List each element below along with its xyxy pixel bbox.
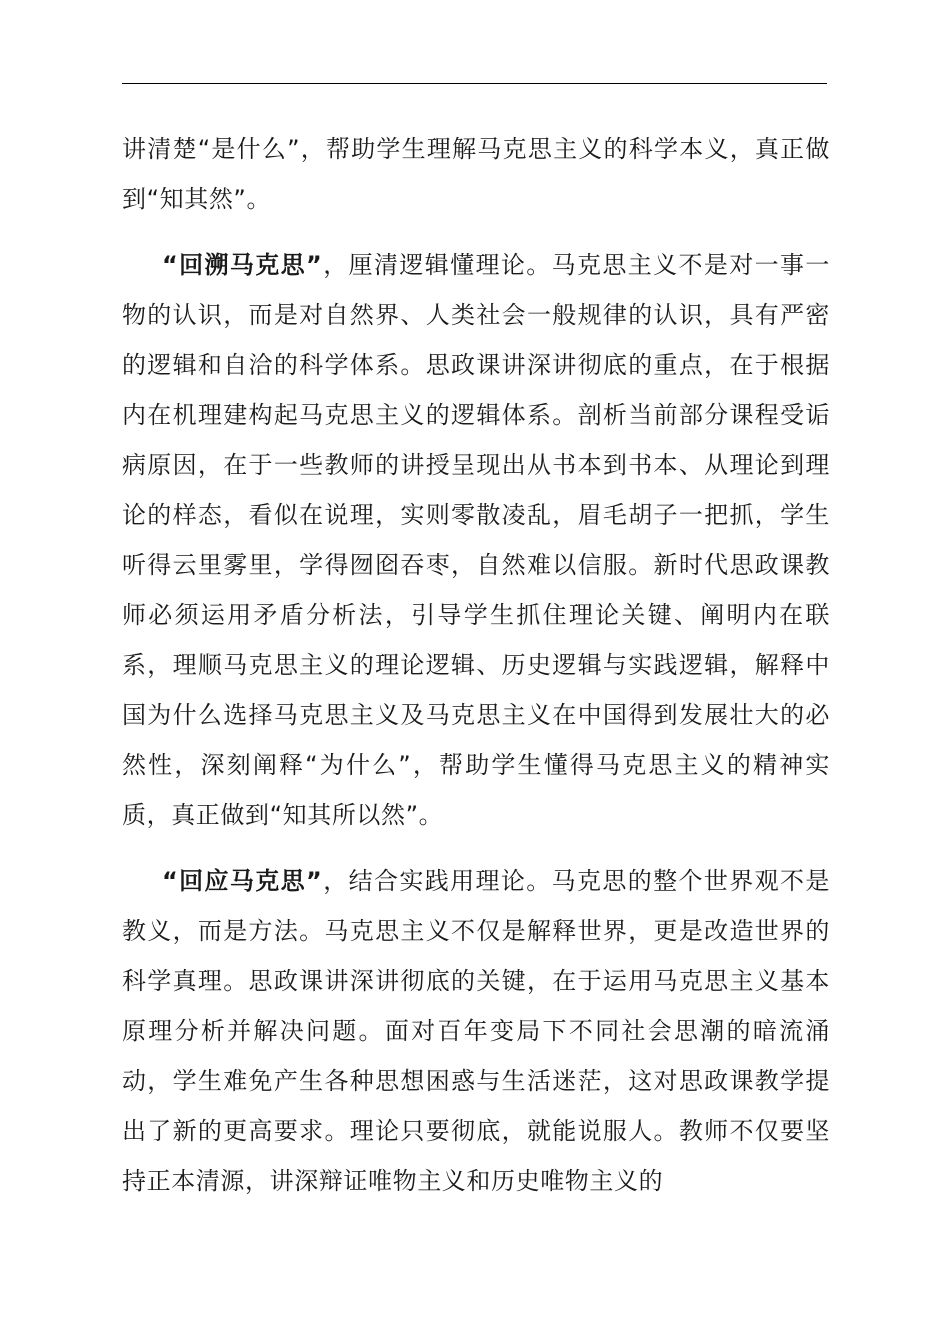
paragraph-continuation — [122, 124, 830, 224]
paragraph-text: ，结合实践用理论。马克思的整个世界观不是教义，而是方法。马克思主义不仅是解释世界，更是改造世界的科学真理。思政课讲深讲彻底的关键，在于运用马克思主义基本原理分析并解决问题。面对百年变局下不同社会思潮的暗流涌动，学生难免产生各种思想困惑与生活迷茫，这对思政课教学提出了新的更高要求。理论只要彻底，就能说服人。教师不仅要坚持正本清源，讲深辩证唯物主义和历史唯物主义的 — [122, 867, 830, 1195]
paragraph-lead-heading: “回应马克思” — [162, 867, 323, 895]
document-body — [122, 124, 830, 1206]
paragraph-text: 讲清楚“是什么”，帮助学生理解马克思主义的科学本义，真正做到“知其然”。 — [122, 135, 830, 213]
paragraph-retrace-marx — [122, 240, 830, 840]
paragraph-respond-marx — [122, 856, 830, 1206]
paragraph-lead-heading: “回溯马克思” — [162, 251, 323, 279]
header-rule — [122, 83, 827, 84]
paragraph-text: ，厘清逻辑懂理论。马克思主义不是对一事一物的认识，而是对自然界、人类社会一般规律的认识，具有严密的逻辑和自洽的科学体系。思政课讲深讲彻底的重点，在于根据内在机理建构起马克思主义的逻辑体系。剖析当前部分课程受诟病原因，在于一些教师的讲授呈现出从书本到书本、从理论到理论的样态，看似在说理，实则零散凌乱，眉毛胡子一把抓，学生听得云里雾里，学得囫囵吞枣，自然难以信服。新时代思政课教师必须运用矛盾分析法，引导学生抓住理论关键、阐明内在联系，理顺马克思主义的理论逻辑、历史逻辑与实践逻辑，解释中国为什么选择马克思主义及马克思主义在中国得到发展壮大的必然性，深刻阐释“为什么”，帮助学生懂得马克思主义的精神实质，真正做到“知其所以然”。 — [122, 251, 830, 829]
